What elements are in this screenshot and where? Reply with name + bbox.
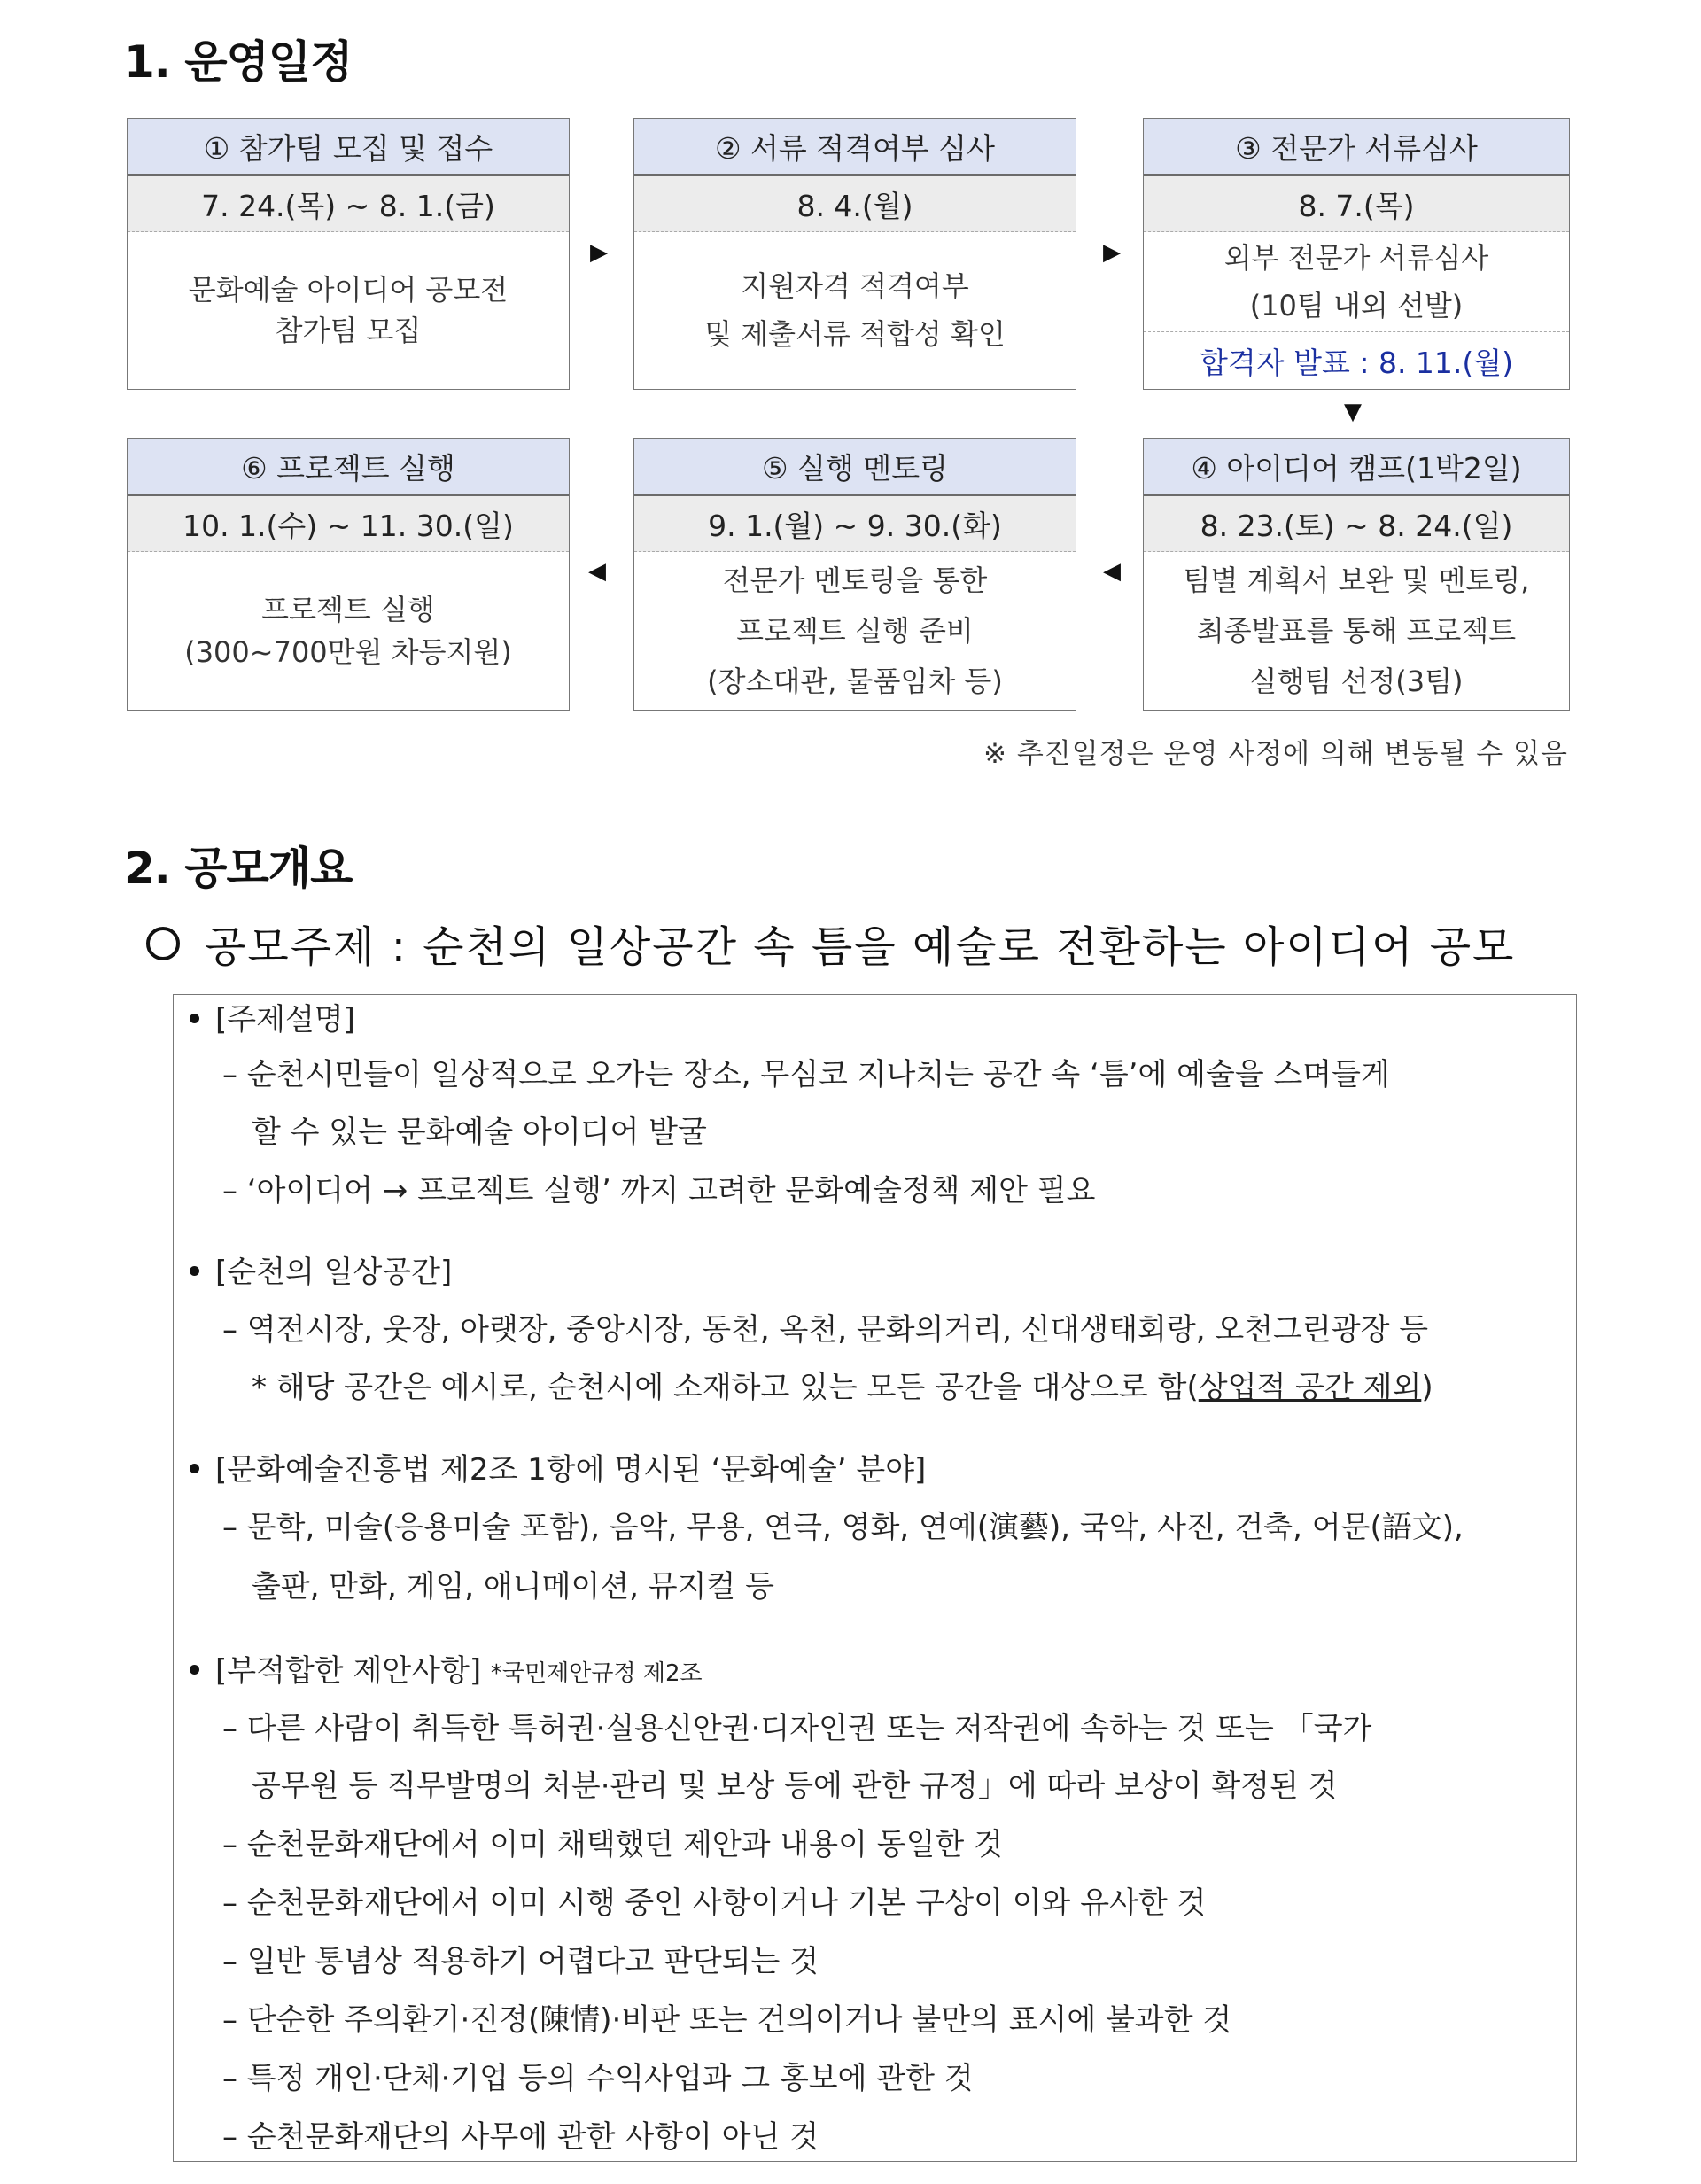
detail-text: * 해당 공간은 예시로, 순천시에 소재하고 있는 모든 공간을 대상으로 함( (252, 1370, 1199, 1405)
category-label: [문화예술진흥법 제2조 1항에 명시된 ‘문화예술’ 분야] (215, 1452, 927, 1488)
step-1-date: 7. 24.(목) ~ 8. 1.(금) (128, 176, 569, 232)
detail-line: – 문학, 미술(응용미술 포함), 음악, 무용, 연극, 영화, 연예(演藝), 국악, 사진, 건축, 어문(語文), (222, 1510, 1464, 1545)
detail-line: – 특정 개인·단체·기업 등의 수익사업과 그 홍보에 관한 것 (222, 2061, 974, 2096)
bullet-icon (190, 1665, 199, 1675)
detail-line: 공무원 등 직무발명의 처분·관리 및 보상 등에 관한 규정」에 따라 보상이 확정된 것 (252, 1768, 1338, 1804)
step-6-body-line: (300~700만원 차등지원) (184, 635, 512, 669)
step-4-body-line: 최종발표를 통해 프로젝트 (1196, 613, 1517, 648)
detail-line: 출판, 만화, 게임, 애니메이션, 뮤지컬 등 (252, 1569, 774, 1605)
detail-line: – ‘아이디어 → 프로젝트 실행’ 까지 고려한 문화예술정책 제안 필요 (222, 1173, 1096, 1209)
step-1-head: ① 참가팀 모집 및 접수 (128, 119, 569, 176)
underlined-text: 상업적 공간 제외 (1198, 1370, 1422, 1405)
topic-text: 공모주제 : 순천의 일상공간 속 틈을 예술로 전환하는 아이디어 공모 (205, 922, 1516, 972)
detail-line: – 일반 통념상 적용하기 어렵다고 판단되는 것 (222, 1944, 819, 1979)
step-6-body-line: 프로젝트 실행 (261, 593, 435, 626)
detail-line: – 단순한 주의환기·진정(陳情)·비판 또는 건의이거나 불만의 표시에 불과한 것 (222, 2002, 1232, 2038)
category-label: [순천의 일상공간] (215, 1255, 453, 1290)
step-6-box (127, 438, 570, 711)
category-heading (190, 1646, 703, 1690)
step-1-box (127, 118, 570, 390)
category-heading (190, 995, 355, 1038)
step-2-head: ② 서류 적격여부 심사 (634, 119, 1076, 176)
outline-box (173, 994, 1577, 2162)
category-heading (190, 1247, 452, 1291)
step-5-body (634, 552, 1076, 710)
category-label: [주제설명] (215, 1002, 355, 1038)
step-3-body-line: 외부 전문가 서류심사 (1223, 241, 1489, 275)
topic-line (146, 913, 1515, 974)
step-6-head: ⑥ 프로젝트 실행 (128, 439, 569, 496)
step-3-body (1144, 232, 1569, 331)
step-1-body (128, 232, 569, 388)
section1-title: 1. 운영일정 (124, 36, 353, 88)
step-3-announcement: 합격자 발표 : 8. 11.(월) (1144, 331, 1569, 389)
step-4-head: ④ 아이디어 캠프(1박2일) (1144, 439, 1569, 496)
schedule-note: ※ 추진일정은 운영 사정에 의해 변동될 수 있음 (983, 738, 1568, 770)
step-4-date: 8. 23.(토) ~ 8. 24.(일) (1144, 496, 1569, 552)
category-heading (190, 1445, 926, 1488)
step-6-body (128, 552, 569, 710)
section2-title: 2. 공모개요 (124, 843, 353, 894)
step-3-date: 8. 7.(목) (1144, 176, 1569, 232)
step-4-body-line: 팀별 계획서 보완 및 멘토링, (1183, 563, 1530, 597)
step-4-body (1144, 552, 1569, 710)
step-3-head: ③ 전문가 서류심사 (1144, 119, 1569, 176)
bullet-icon (190, 1014, 199, 1023)
step-1-body-line: 문화예술 아이디어 공모전 (188, 273, 509, 307)
step-5-body-line: 프로젝트 실행 준비 (736, 613, 974, 648)
arrow-left-icon: ◀ (1103, 558, 1121, 585)
detail-line: – 순천시민들이 일상적으로 오가는 장소, 무심코 지나치는 공간 속 ‘틈’에 예술을 스며들게 (222, 1057, 1390, 1092)
step-5-box (633, 438, 1076, 711)
detail-text: ) (1421, 1370, 1433, 1405)
arrow-down-icon: ▼ (1344, 399, 1362, 425)
step-5-body-line: 전문가 멘토링을 통한 (722, 563, 988, 597)
step-3-body-line: (10팀 내외 선발) (1249, 289, 1464, 323)
step-4-box (1143, 438, 1570, 711)
detail-line: – 순천문화재단에서 이미 시행 중인 사항이거나 기본 구상이 이와 유사한 것 (222, 1885, 1207, 1921)
step-5-date: 9. 1.(월) ~ 9. 30.(화) (634, 496, 1076, 552)
step-4-body-line: 실행팀 선정(3팀) (1249, 664, 1464, 698)
step-5-body-line: (장소대관, 물품임차 등) (707, 664, 1003, 698)
bullet-icon (190, 1266, 199, 1276)
arrow-right-icon: ▶ (1103, 239, 1121, 266)
category-label: [부적합한 제안사항] (215, 1653, 482, 1689)
step-1-body-line: 참가팀 모집 (275, 314, 422, 347)
step-6-date: 10. 1.(수) ~ 11. 30.(일) (128, 496, 569, 552)
step-2-body-line: 지원자격 적격여부 (741, 269, 969, 303)
step-2-body-line: 및 제출서류 적합성 확인 (704, 317, 1006, 351)
detail-line: – 역전시장, 웃장, 아랫장, 중앙시장, 동천, 옥천, 문화의거리, 신대생태회랑, 오천그린광장 등 (222, 1312, 1429, 1348)
detail-line: 할 수 있는 문화예술 아이디어 발굴 (252, 1115, 707, 1150)
arrow-left-icon: ◀ (588, 558, 606, 585)
detail-line: – 순천문화재단의 사무에 관한 사항이 아닌 것 (222, 2119, 819, 2155)
step-2-body (634, 232, 1076, 388)
detail-line (252, 1363, 1433, 1406)
arrow-right-icon: ▶ (590, 239, 608, 266)
step-2-box (633, 118, 1076, 390)
detail-line: – 다른 사람이 취득한 특허권·실용신안권·디자인권 또는 저작권에 속하는 것 또는 「국가 (222, 1711, 1372, 1746)
bullet-icon (190, 1464, 199, 1473)
step-2-date: 8. 4.(월) (634, 176, 1076, 232)
step-3-box (1143, 118, 1570, 390)
circle-bullet-icon (146, 927, 180, 960)
detail-line: – 순천문화재단에서 이미 채택했던 제안과 내용이 동일한 것 (222, 1827, 1003, 1862)
step-5-head: ⑤ 실행 멘토링 (634, 439, 1076, 496)
regulation-note: *국민제안규정 제2조 (490, 1660, 703, 1687)
